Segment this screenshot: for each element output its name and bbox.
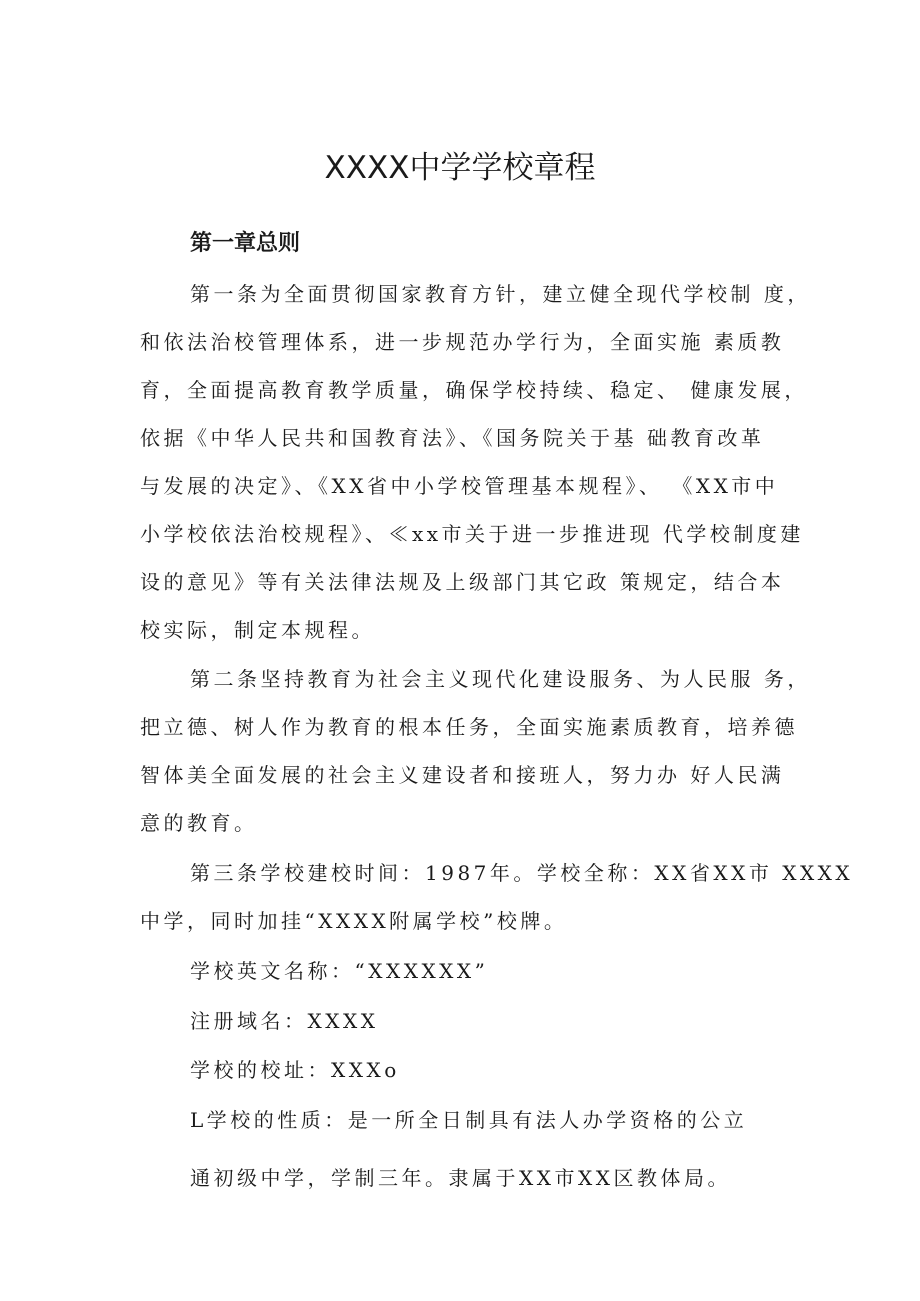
body-line: 通初级中学，学制三年。隶属于XX市XX区教体局。 bbox=[190, 1166, 731, 1190]
body-line: 育，全面提高教育教学质量，确保学校持续、稳定、 健康发展， bbox=[140, 378, 808, 402]
body-line: 第二条坚持教育为社会主义现代化建设服务、为人民服 务， bbox=[190, 667, 811, 691]
body-line: 第一条为全面贯彻国家教育方针，建立健全现代学校制 度， bbox=[190, 282, 811, 306]
document-title: XXXX中学学校章程 bbox=[324, 150, 596, 186]
body-line: 设的意见》等有关法律法规及上级部门其它政 策规定，结合本 bbox=[140, 570, 785, 594]
body-line: 中学，同时加挂“XXXX附属学校”校牌。 bbox=[140, 909, 568, 933]
body-line: 学校的校址：XXXo bbox=[190, 1058, 400, 1082]
body-line: 小学校依法治校规程》、≪xx市关于进一步推进现 代学校制度建 bbox=[140, 522, 804, 546]
body-line: 与发展的决定》、《XX省中小学校管理基本规程》、 《XX市中 bbox=[140, 474, 779, 498]
body-line: 注册域名：XXXX bbox=[190, 1009, 379, 1033]
body-line: 校实际，制定本规程。 bbox=[140, 618, 375, 642]
body-line: 依据《中华人民共和国教育法》、《国务院关于基 础教育改革 bbox=[140, 426, 765, 450]
body-line: 意的教育。 bbox=[140, 811, 258, 835]
chapter-heading: 第一章总则 bbox=[190, 231, 301, 256]
body-line: 把立德、树人作为教育的根本任务，全面实施素质教育，培养德 bbox=[140, 715, 798, 739]
body-line: 智体美全面发展的社会主义建设者和接班人，努力办 好人民满 bbox=[140, 763, 785, 787]
body-line: 学校英文名称：“XXXXXX” bbox=[190, 959, 489, 983]
body-line: L学校的性质：是一所全日制具有法人办学资格的公立 bbox=[190, 1108, 748, 1132]
body-line: 和依法治校管理体系，进一步规范办学行为，全面实施 素质教 bbox=[140, 330, 785, 354]
body-line: 第三条学校建校时间：1987年。学校全称：XX省XX市 XXXX bbox=[190, 861, 854, 885]
